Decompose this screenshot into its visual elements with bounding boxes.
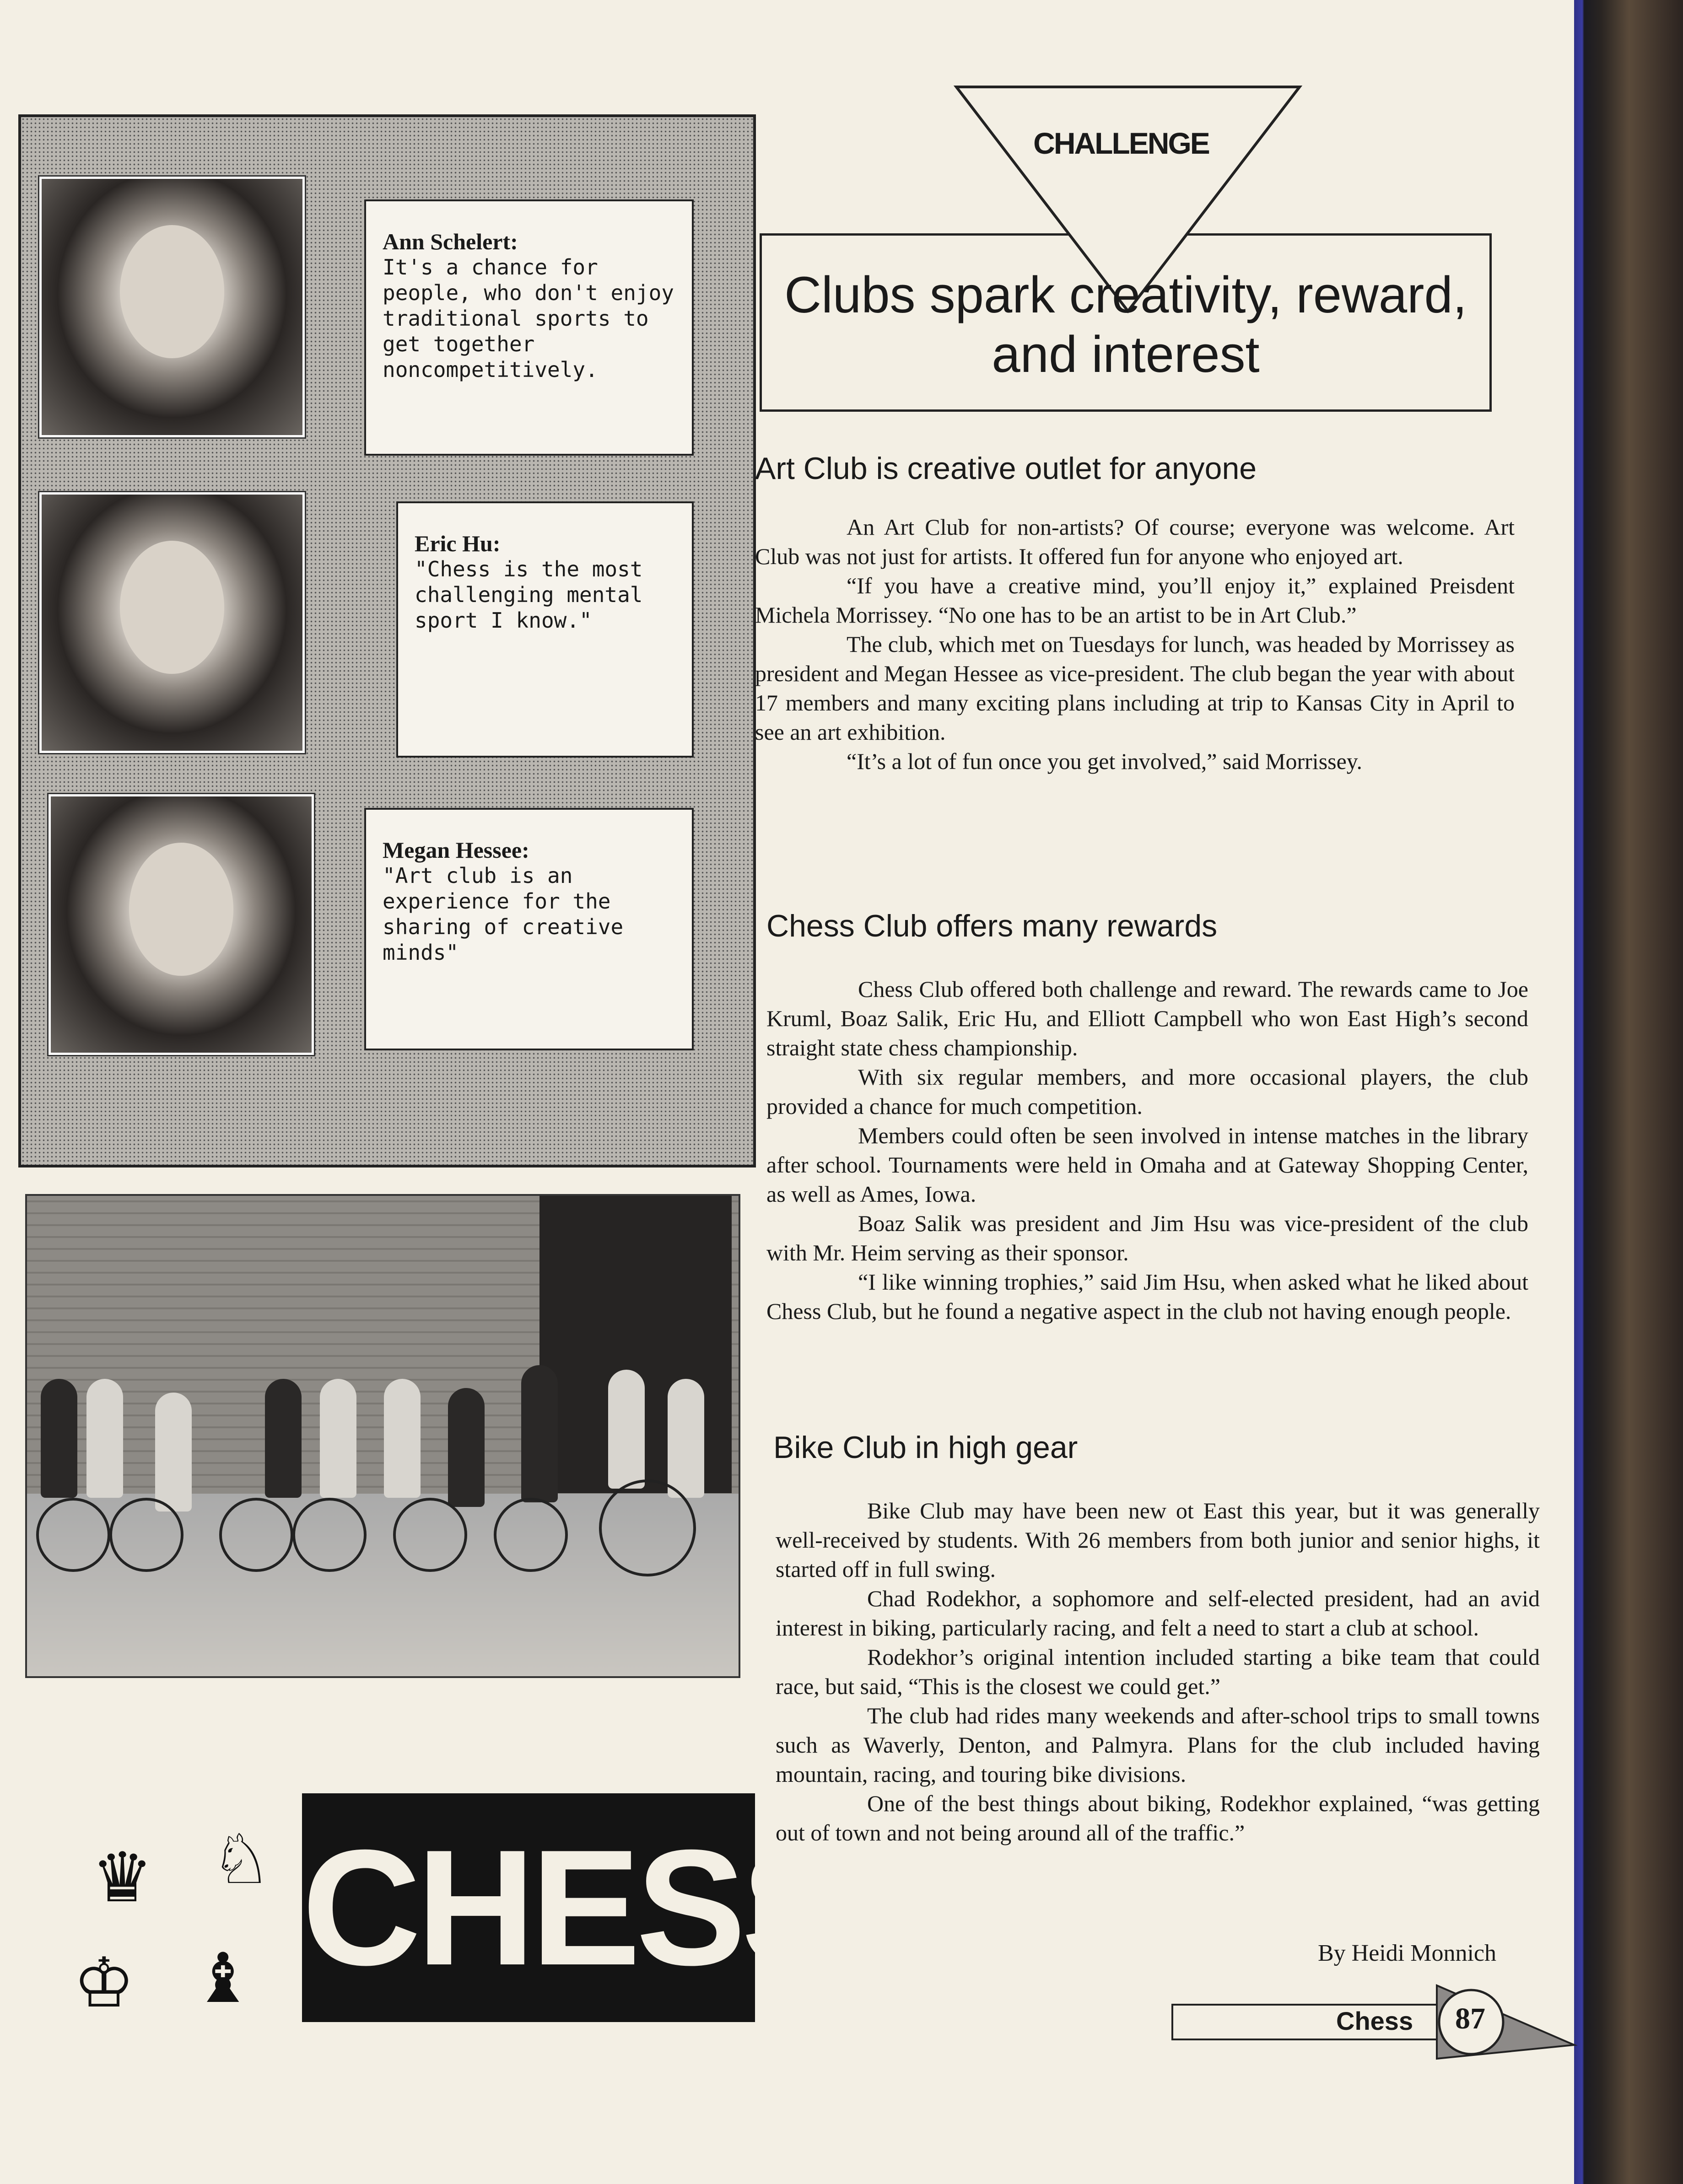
profile-quote-box [396,501,694,758]
page-number: 87 [1455,2002,1485,2035]
article-paragraph: An Art Club for non-artists? Of course; everyone was welcome. Art Club was not just for artists. It offered fun for anyone who enjoyed art. [755,514,1515,569]
article-paragraph: The club, which met on Tuesdays for lunch, was headed by Morrissey as president and Megan Hessee as vice-president. The club began the year with about 17 members and many exciting plans including at trip to Kansas City in April to see an art exhibition. [755,631,1515,745]
chess-bishop-icon: ♝ [192,1939,254,2018]
article-paragraph: Bike Club may have been new ot East this year, but it was generally well-received by students. With 26 members from both junior and senior highs, it started off in full swing. [776,1498,1540,1582]
chess-king-icon: ♔ [73,1943,135,2023]
article-paragraph: Boaz Salik was president and Jim Hsu was vice-president of the club with Mr. Heim serving as their sponsor. [766,1210,1528,1265]
footer-section-label: Chess [1336,2006,1413,2035]
chess-knight-icon: ♘ [210,1820,272,1899]
profile-quote-panel [18,114,756,1167]
bike-club-article [776,1496,1540,1847]
article-paragraph: Members could often be seen involved in intense matches in the library after school. Tournaments were held in Omaha and at Gateway Shopping Center, as well as Ames, Iowa. [766,1123,1528,1207]
book-binding [1574,0,1683,2184]
chess-queen-icon: ♛ [92,1838,153,1918]
article-paragraph: One of the best things about biking, Rodekhor explained, “was getting out of town and not being around all of the traffic.” [776,1791,1540,1845]
profile-quote: It's a chance for people, who don't enjoy traditional sports to get together noncompetitively. [383,255,674,382]
profile-quote: "Art club is an experience for the sharing of creative minds" [383,863,624,965]
page-arrow-icon [1428,1981,1579,2063]
article-paragraph: “If you have a creative mind, you’ll enjoy it,” explained Preisdent Michela Morrissey. “No one has to be an artist to be in Art Club.” [755,573,1515,628]
article-paragraph: “I like winning trophies,” said Jim Hsu, when asked what he liked about Chess Club, but he found a negative aspect in the club not having enough people. [766,1269,1528,1324]
portrait-photo [39,492,305,753]
art-club-article [755,512,1515,776]
article-paragraph: Chad Rodekhor, a sophomore and self-elected president, had an avid interest in biking, particularly racing, and felt a need to start a club at school. [776,1586,1540,1641]
profile-quote: "Chess is the most challenging mental sport I know." [415,557,643,633]
profile-name: Ann Schelert: [383,229,518,254]
chess-club-article [766,974,1528,1326]
article-paragraph: Rodekhor’s original intention included starting a bike team that could race, but said, “This is the closest we could get.” [776,1644,1540,1699]
bike-club-heading: Bike Club in high gear [773,1430,1078,1465]
article-paragraph: Chess Club offered both challenge and reward. The rewards came to Joe Kruml, Boaz Salik, Eric Hu, and Elliott Campbell who won East High’s second straight state chess championship. [766,976,1528,1060]
profile-quote-box [364,808,694,1050]
page-headline: Clubs spark creativity, reward, and interest [784,266,1467,383]
portrait-photo [39,177,305,437]
portrait-photo [49,794,314,1055]
bike-club-photo [25,1194,740,1678]
profile-name: Eric Hu: [415,531,501,556]
byline: By Heidi Monnich [1318,1940,1496,1966]
chess-club-heading: Chess Club offers many rewards [766,909,1218,943]
article-paragraph: With six regular members, and more occasional players, the club provided a chance for much competition. [766,1064,1528,1119]
profile-name: Megan Hessee: [383,837,529,863]
chess-logo: CHESS [302,1793,755,2022]
section-label: CHALLENGE [1033,126,1209,160]
article-paragraph: “It’s a lot of fun once you get involved,” said Morrissey. [847,748,1363,774]
article-paragraph: The club had rides many weekends and after-school trips to small towns such as Waverly, Denton, and Palmyra. Plans for the club included having mountain, racing, and touring bike divisions. [776,1703,1540,1787]
profile-quote-box [364,199,694,456]
art-club-heading: Art Club is creative outlet for anyone [755,451,1257,486]
